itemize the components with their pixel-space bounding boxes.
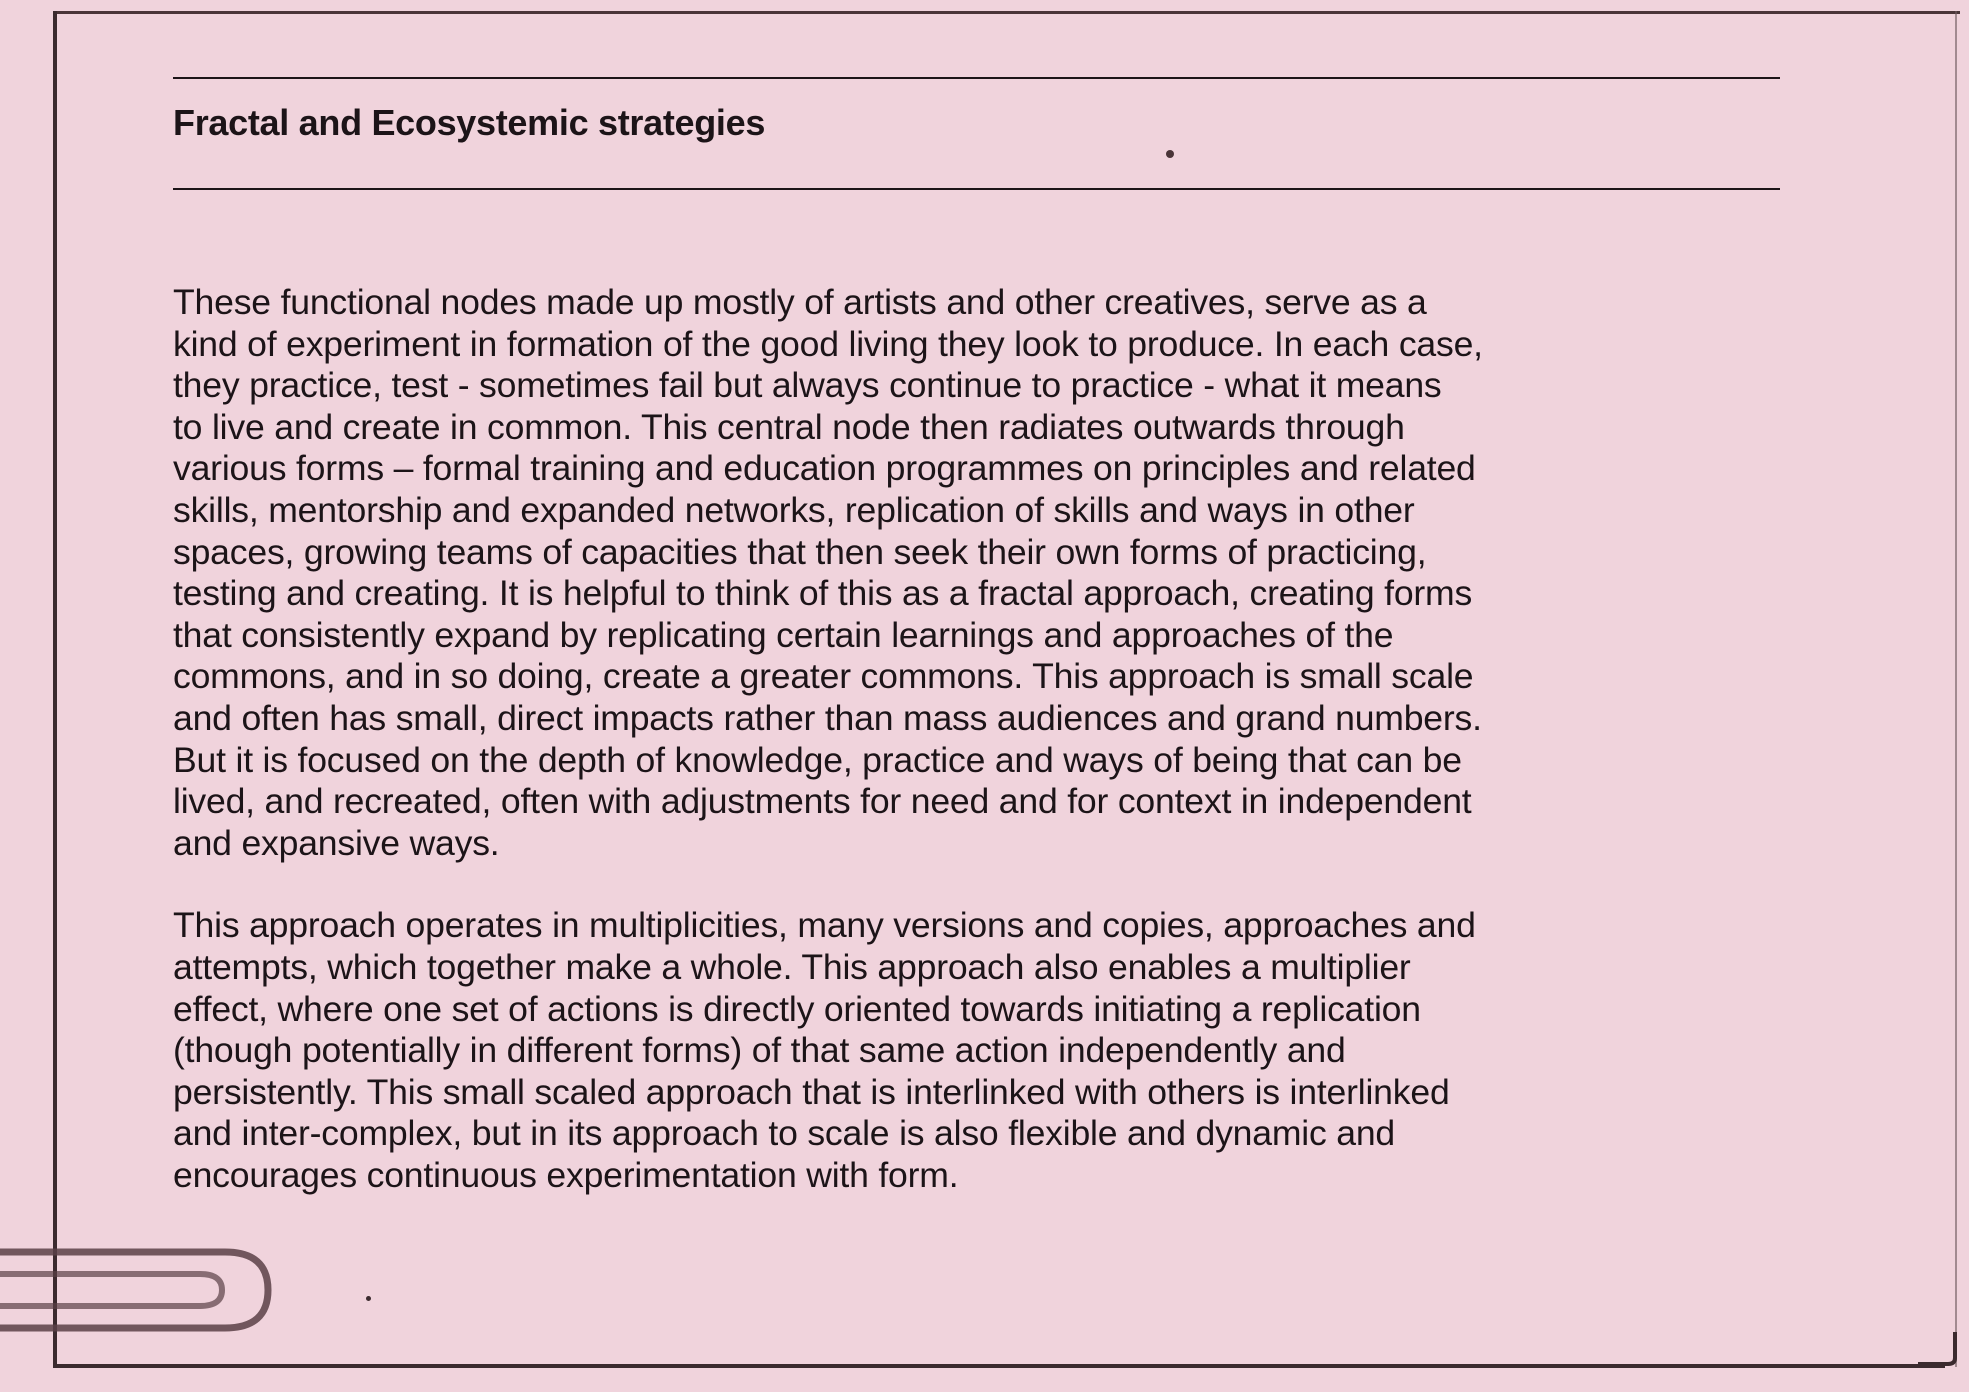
frame-top-border (55, 11, 1960, 14)
text-line: effect, where one set of actions is directly oriented towards initiating a replication (173, 988, 1421, 1029)
text-line: encourages continuous experimentation with form. (173, 1154, 959, 1195)
frame-bottom-border (55, 1364, 1945, 1368)
ink-speck (1166, 150, 1174, 158)
frame-right-border (1955, 11, 1957, 1367)
text-line: and inter-complex, but in its approach to scale is also flexible and dynamic and (173, 1113, 1396, 1154)
page-title: Fractal and Ecosystemic strategies (173, 102, 766, 143)
text-line: and expansive ways. (173, 822, 500, 863)
text-line: that consistently expand by replicating certain learnings and approaches of the (173, 614, 1394, 655)
title-rule-bottom (173, 188, 1780, 190)
text-line: various forms – formal training and education programmes on principles and related (173, 448, 1476, 489)
text-line: attempts, which together make a whole. This approach also enables a multiplier (173, 946, 1411, 987)
page-corner-curl (1918, 1330, 1963, 1370)
text-line: commons, and in so doing, create a greater commons. This approach is small scale (173, 656, 1474, 697)
paragraph-1 (173, 282, 1823, 864)
text-line: (though potentially in different forms) of that same action independently and (173, 1030, 1346, 1071)
ink-dot (366, 1296, 371, 1301)
text-line: kind of experiment in formation of the good living they look to produce. In each case, (173, 323, 1483, 364)
text-line: they practice, test - sometimes fail but always continue to practice - what it means (173, 365, 1442, 406)
text-line: But it is focused on the depth of knowledge, practice and ways of being that can be (173, 739, 1462, 780)
text-line: persistently. This small scaled approach that is interlinked with others is interlinked (173, 1071, 1450, 1112)
text-line: skills, mentorship and expanded networks, replication of skills and ways in other (173, 489, 1415, 530)
title-rule-top (173, 77, 1780, 79)
text-line: These functional nodes made up mostly of artists and other creatives, serve as a (173, 282, 1427, 322)
text-line: lived, and recreated, often with adjustments for need and for context in independent (173, 781, 1472, 822)
paragraph-2 (173, 905, 1823, 1196)
text-line: and often has small, direct impacts rather than mass audiences and grand numbers. (173, 697, 1482, 738)
text-line: This approach operates in multiplicities, many versions and copies, approaches and (173, 905, 1476, 946)
text-line: to live and create in common. This central node then radiates outwards through (173, 406, 1405, 447)
body-text (173, 282, 1823, 1237)
text-line: spaces, growing teams of capacities that then seek their own forms of practicing, (173, 531, 1427, 572)
paperclip-icon (0, 1240, 280, 1340)
text-line: testing and creating. It is helpful to think of this as a fractal approach, creating forms (173, 573, 1473, 614)
frame-left-border (53, 11, 57, 1368)
